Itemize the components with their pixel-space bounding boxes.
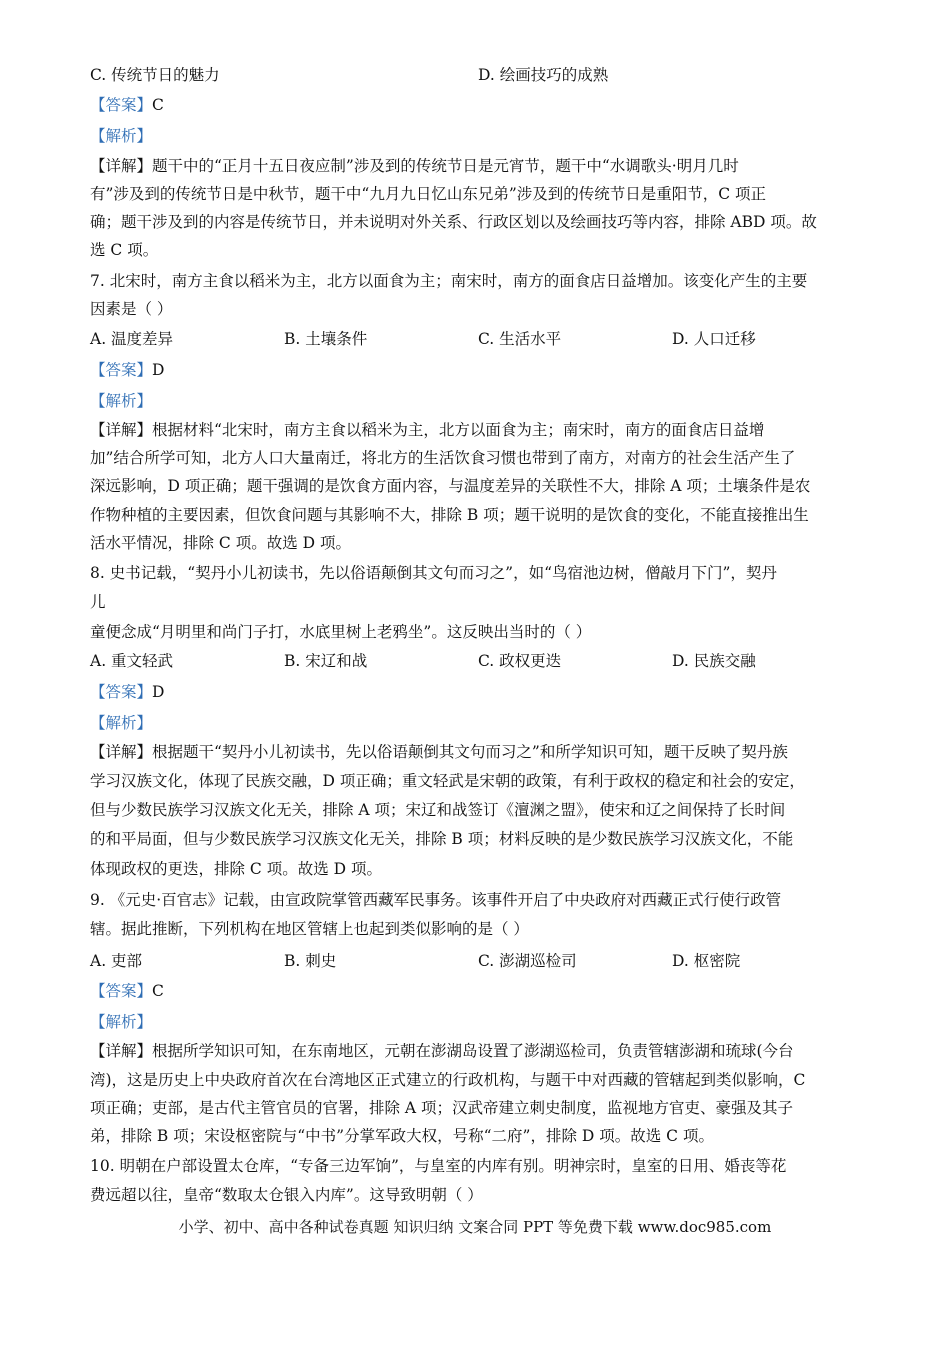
answer-tag: 【答案】: [90, 683, 153, 701]
page-footer: 小学、初中、高中各种试卷真题 知识归纳 文案合同 PPT 等免费下载 www.doc985.com: [178, 1218, 772, 1236]
q9-option-d: D. 枢密院: [672, 952, 741, 970]
q9-answer: [90, 981, 164, 1001]
q8-detail-line: 但与少数民族学习汉族文化无关，排除 A 项；宋辽和战签订《澶渊之盟》，使宋和辽之间保持了长时间: [90, 801, 786, 819]
q7-detail-line: 加”结合所学可知，北方人口大量南迁，将北方的生活饮食习惯也带到了南方，对南方的社会生活产生了: [90, 449, 796, 467]
q6-option-c: C. 传统节日的魅力: [90, 66, 220, 84]
q7-stem-line: 7. 北宋时，南方主食以稻米为主，北方以面食为主；南宋时，南方的面食店日益增加。该变化产生的主要: [90, 272, 808, 290]
q9-detail-line: 弟，排除 B 项；宋设枢密院与“中书”分掌军政大权，号称“二府”，排除 D 项。故选 C 项。: [90, 1127, 714, 1145]
q7-detail-line: 【详解】根据材料“北宋时，南方主食以稻米为主，北方以面食为主；南宋时，南方的面食店日益增: [90, 421, 765, 439]
q7-detail-line: 深远影响，D 项正确；题干强调的是饮食方面内容，与温度差异的关联性不大，排除 A 项；土壤条件是农: [90, 477, 811, 495]
q6-detail-line: 确；题干涉及到的内容是传统节日，并未说明对外关系、行政区划以及绘画技巧等内容，排除 ABD 项。故: [90, 213, 817, 231]
answer-value: D: [152, 361, 165, 379]
q8-answer: [90, 682, 164, 702]
q8-detail-line: 的和平局面，但与少数民族学习汉族文化无关，排除 B 项；材料反映的是少数民族学习汉族文化，不能: [90, 830, 794, 848]
q7-detail-line: 活水平情况，排除 C 项。故选 D 项。: [90, 534, 351, 552]
q9-option-b: B. 刺史: [284, 952, 337, 970]
q8-detail-line: 学习汉族文化，体现了民族交融，D 项正确；重文轻武是宋朝的政策，有利于政权的稳定和社会的安定，: [90, 772, 805, 790]
q8-option-c: C. 政权更迭: [478, 652, 562, 670]
q9-option-a: A. 吏部: [90, 952, 143, 970]
q7-option-c: C. 生活水平: [478, 330, 562, 348]
q9-detail-line: 项正确；吏部，是古代主管官员的官署，排除 A 项；汉武帝建立刺史制度，监视地方官吏、豪强及其子: [90, 1099, 794, 1117]
q7-option-d: D. 人口迁移: [672, 330, 756, 348]
q9-stem-line: 辖。据此推断，下列机构在地区管辖上也起到类似影响的是（ ）: [90, 920, 529, 938]
q9-option-c: C. 澎湖巡检司: [478, 952, 577, 970]
q7-detail-line: 作物种植的主要因素，但饮食问题与其影响不大，排除 B 项；题干说明的是饮食的变化，不能直接推出生: [90, 506, 809, 524]
answer-value: C: [152, 96, 164, 114]
q8-analysis-tag: 【解析】: [90, 714, 153, 732]
q7-option-a: A. 温度差异: [90, 330, 174, 348]
answer-tag: 【答案】: [90, 96, 153, 114]
q9-detail-line: 湾)，这是历史上中央政府首次在台湾地区正式建立的行政机构，与题干中对西藏的管辖起到类似影响，C: [90, 1071, 806, 1089]
q9-detail-line: 【详解】根据所学知识可知，在东南地区，元朝在澎湖岛设置了澎湖巡检司，负责管辖澎湖和琉球(今台: [90, 1042, 794, 1060]
answer-tag: 【答案】: [90, 361, 153, 379]
q8-option-a: A. 重文轻武: [90, 652, 174, 670]
q10-stem-line: 费远超以往，皇帝“数取太仓银入内库”。这导致明朝（ ）: [90, 1186, 483, 1204]
answer-tag: 【答案】: [90, 982, 153, 1000]
answer-value: D: [152, 683, 165, 701]
q7-answer: [90, 360, 164, 380]
q7-analysis-tag: 【解析】: [90, 392, 153, 410]
q6-detail-line: 【详解】题干中的“正月十五日夜应制”涉及到的传统节日是元宵节，题干中“水调歌头·明月几时: [90, 157, 739, 175]
q8-detail-line: 体现政权的更迭，排除 C 项。故选 D 项。: [90, 860, 382, 878]
q8-stem-line: 童便念成“月明里和尚门子打，水底里树上老鸦坐”。这反映出当时的（ ）: [90, 623, 592, 641]
q6-option-d: D. 绘画技巧的成熟: [478, 66, 609, 84]
q8-option-d: D. 民族交融: [672, 652, 756, 670]
q8-stem-line: 儿: [90, 593, 106, 611]
q6-analysis-tag: 【解析】: [90, 127, 153, 145]
q7-stem-line: 因素是（ ）: [90, 300, 173, 318]
q9-analysis-tag: 【解析】: [90, 1013, 153, 1031]
q7-option-b: B. 土壤条件: [284, 330, 368, 348]
q6-detail-line: 选 C 项。: [90, 241, 159, 259]
answer-value: C: [152, 982, 164, 1000]
q8-stem-line: 8. 史书记载，“契丹小儿初读书，先以俗语颠倒其文句而习之”，如“鸟宿池边树，僧敲月下门”，契丹: [90, 564, 777, 582]
q8-option-b: B. 宋辽和战: [284, 652, 368, 670]
q10-stem-line: 10. 明朝在户部设置太仓库，“专备三边军饷”，与皇室的内库有别。明神宗时，皇室的日用、婚丧等花: [90, 1157, 787, 1175]
q6-detail-line: 有”涉及到的传统节日是中秋节，题干中“九月九日忆山东兄弟”涉及到的传统节日是重阳节，C 项正: [90, 185, 767, 203]
q8-detail-line: 【详解】根据题干“契丹小儿初读书，先以俗语颠倒其文句而习之”和所学知识可知，题干反映了契丹族: [90, 743, 788, 761]
q9-stem-line: 9. 《元史·百官志》记载，由宣政院掌管西藏军民事务。该事件开启了中央政府对西藏正式行使行政管: [90, 891, 782, 909]
q6-answer: [90, 95, 164, 115]
